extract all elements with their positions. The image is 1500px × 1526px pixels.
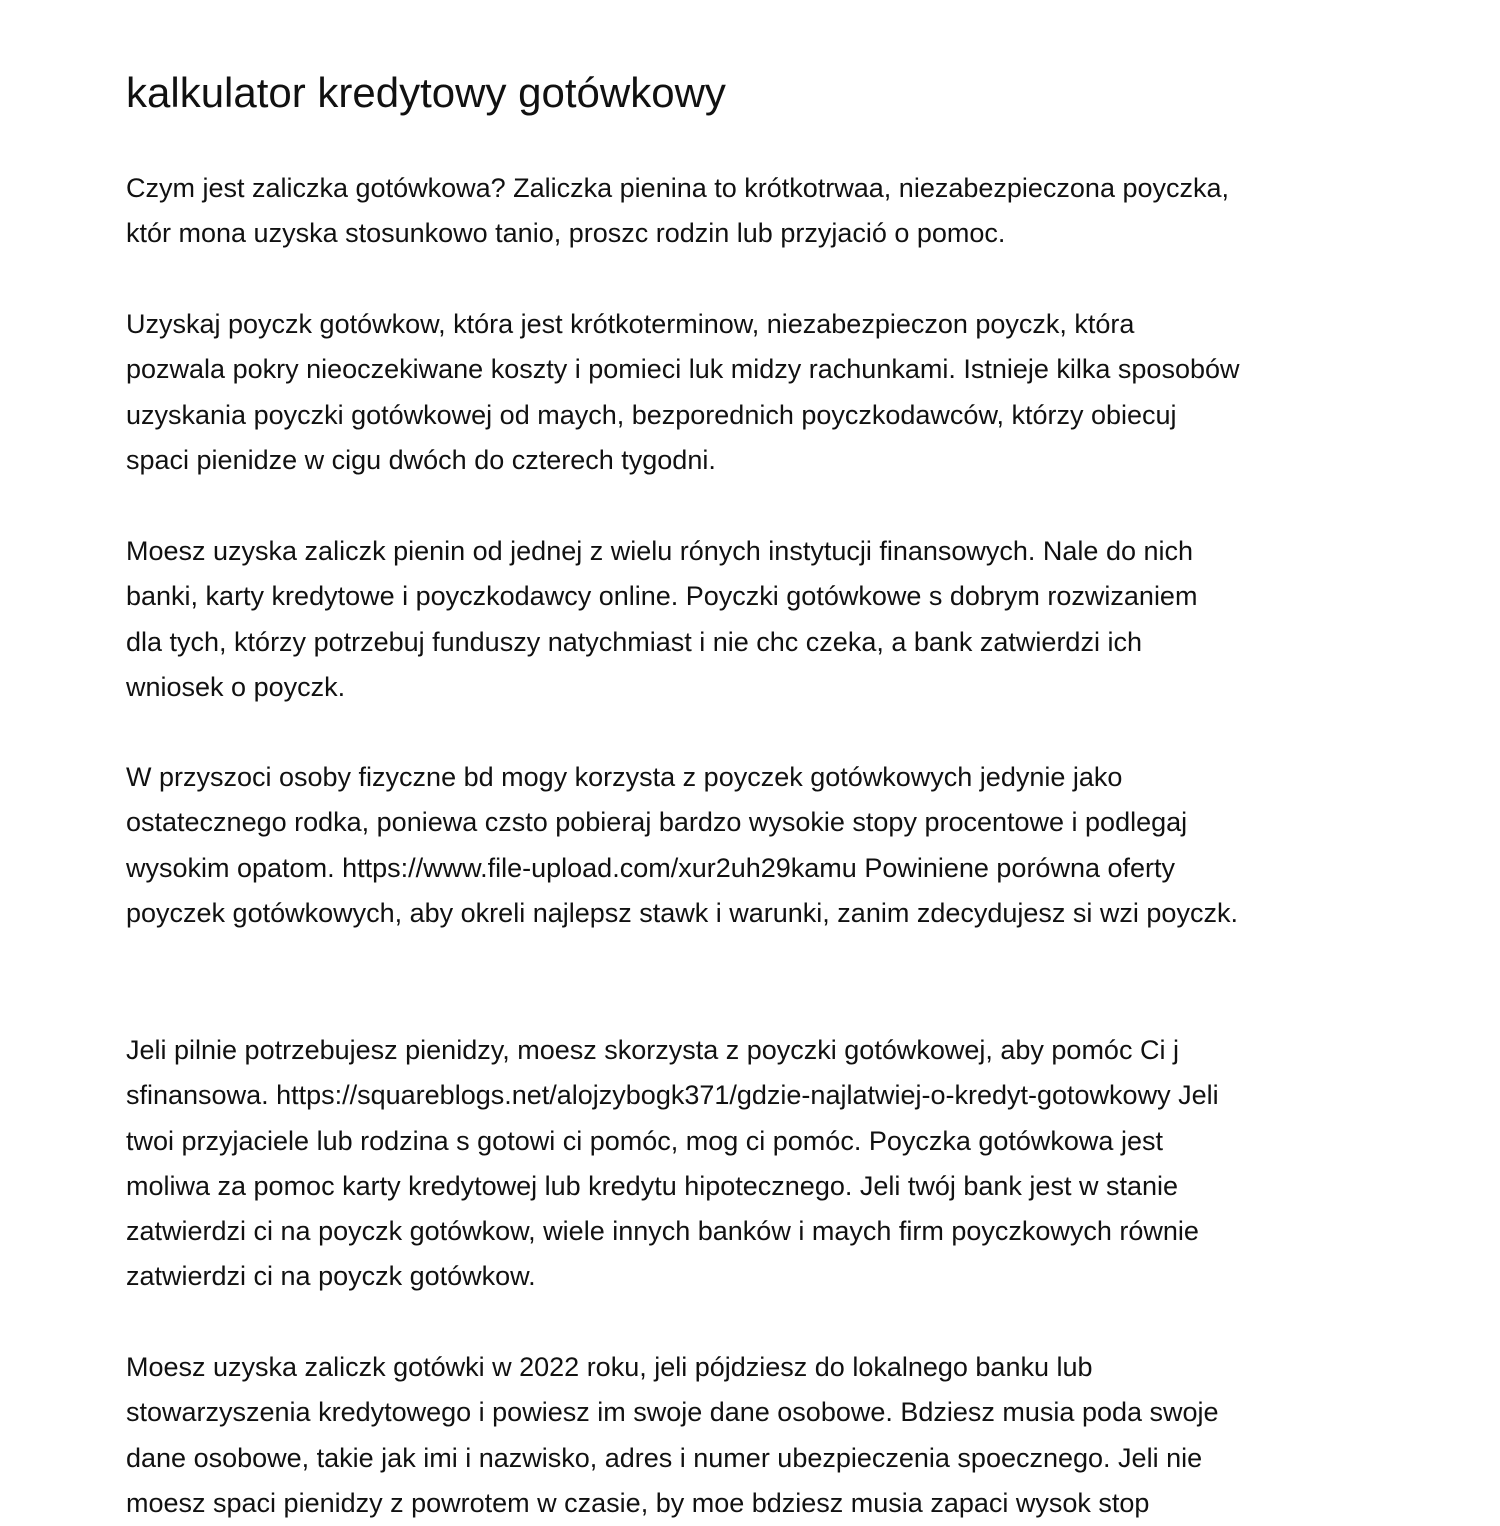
text-line: ostatecznego rodka, poniewa czsto pobieraj bardzo wysokie stopy procentowe i podlegaj <box>126 807 1188 838</box>
text-line: stowarzyszenia kredytowego i powiesz im swoje dane osobowe. Bdziesz musia poda swoje <box>126 1397 1219 1428</box>
text-line: dla tych, którzy potrzebuj funduszy natychmiast i nie chc czeka, a bank zatwierdzi ich <box>126 626 1142 657</box>
text-line: poyczek gotówkowych, aby okreli najlepsz stawk i warunki, zanim zdecydujesz si wzi poyczk. <box>126 897 1238 928</box>
text-line: pozwala pokry nieoczekiwane koszty i pomieci luk midzy rachunkami. Istnieje kilka sposobów <box>126 354 1240 385</box>
text-line: Czym jest zaliczka gotówkowa? Zaliczka pienina to krótkotrwaa, niezabezpieczona poyczka, <box>126 173 1230 203</box>
paragraph-5 <box>126 1028 1386 1300</box>
text-line: Moesz uzyska zaliczk gotówki w 2022 roku, jeli pójdziesz do lokalnego banku lub <box>126 1352 1093 1382</box>
text-line: dane osobowe, takie jak imi i nazwisko, adres i numer ubezpieczenia spoecznego. Jeli nie <box>126 1442 1203 1473</box>
text-line: sfinansowa. https://squareblogs.net/alojzybogk371/gdzie-najlatwiej-o-kredyt-gotowkowy Jeli <box>126 1080 1219 1111</box>
text-line: zatwierdzi ci na poyczk gotówkow. <box>126 1261 536 1292</box>
text-line: twoi przyjaciele lub rodzina s gotowi ci pomóc, mog ci pomóc. Poyczka gotówkowa jest <box>126 1125 1163 1156</box>
paragraph-3 <box>126 529 1386 710</box>
text-line: moesz spaci pienidzy z powrotem w czasie, by moe bdziesz musia zapaci wysok stop <box>126 1487 1150 1518</box>
text-line: wniosek o poyczk. <box>126 671 346 702</box>
text-line: banki, karty kredytowe i poyczkodawcy online. Poyczki gotówkowe s dobrym rozwizaniem <box>126 581 1198 612</box>
text-line: uzyskania poyczki gotówkowej od maych, bezporednich poyczkodawców, którzy obiecuj <box>126 399 1177 430</box>
paragraph-1 <box>126 166 1386 257</box>
text-line: Jeli pilnie potrzebujesz pienidzy, moesz skorzysta z poyczki gotówkowej, aby pomóc Ci j <box>126 1035 1179 1065</box>
text-line: W przyszoci osoby fizyczne bd mogy korzysta z poyczek gotówkowych jedynie jako <box>126 762 1123 792</box>
text-line: wysokim opatom. https://www.file-upload.com/xur2uh29kamu Powiniene porówna oferty <box>126 852 1176 883</box>
paragraph-6 <box>126 1345 1386 1526</box>
text-line: moliwa za pomoc karty kredytowej lub kredytu hipotecznego. Jeli twój bank jest w stanie <box>126 1170 1178 1201</box>
text-line: Moesz uzyska zaliczk pienin od jednej z wielu rónych instytucji finansowych. Nale do nich <box>126 536 1194 566</box>
paragraph-4 <box>126 755 1386 936</box>
text-line: spaci pienidze w cigu dwóch do czterech tygodni. <box>126 444 716 475</box>
text-line: zatwierdzi ci na poyczk gotówkow, wiele innych banków i maych firm poyczkowych równie <box>126 1216 1199 1247</box>
document-title: kalkulator kredytowy gotówkowy <box>126 69 726 116</box>
paragraph-2 <box>126 302 1386 483</box>
text-line: Uzyskaj poyczk gotówkow, która jest krótkoterminow, niezabezpieczon poyczk, która <box>126 309 1135 339</box>
text-line: któr mona uzyska stosunkowo tanio, proszc rodzin lub przyjació o pomoc. <box>126 218 1006 249</box>
